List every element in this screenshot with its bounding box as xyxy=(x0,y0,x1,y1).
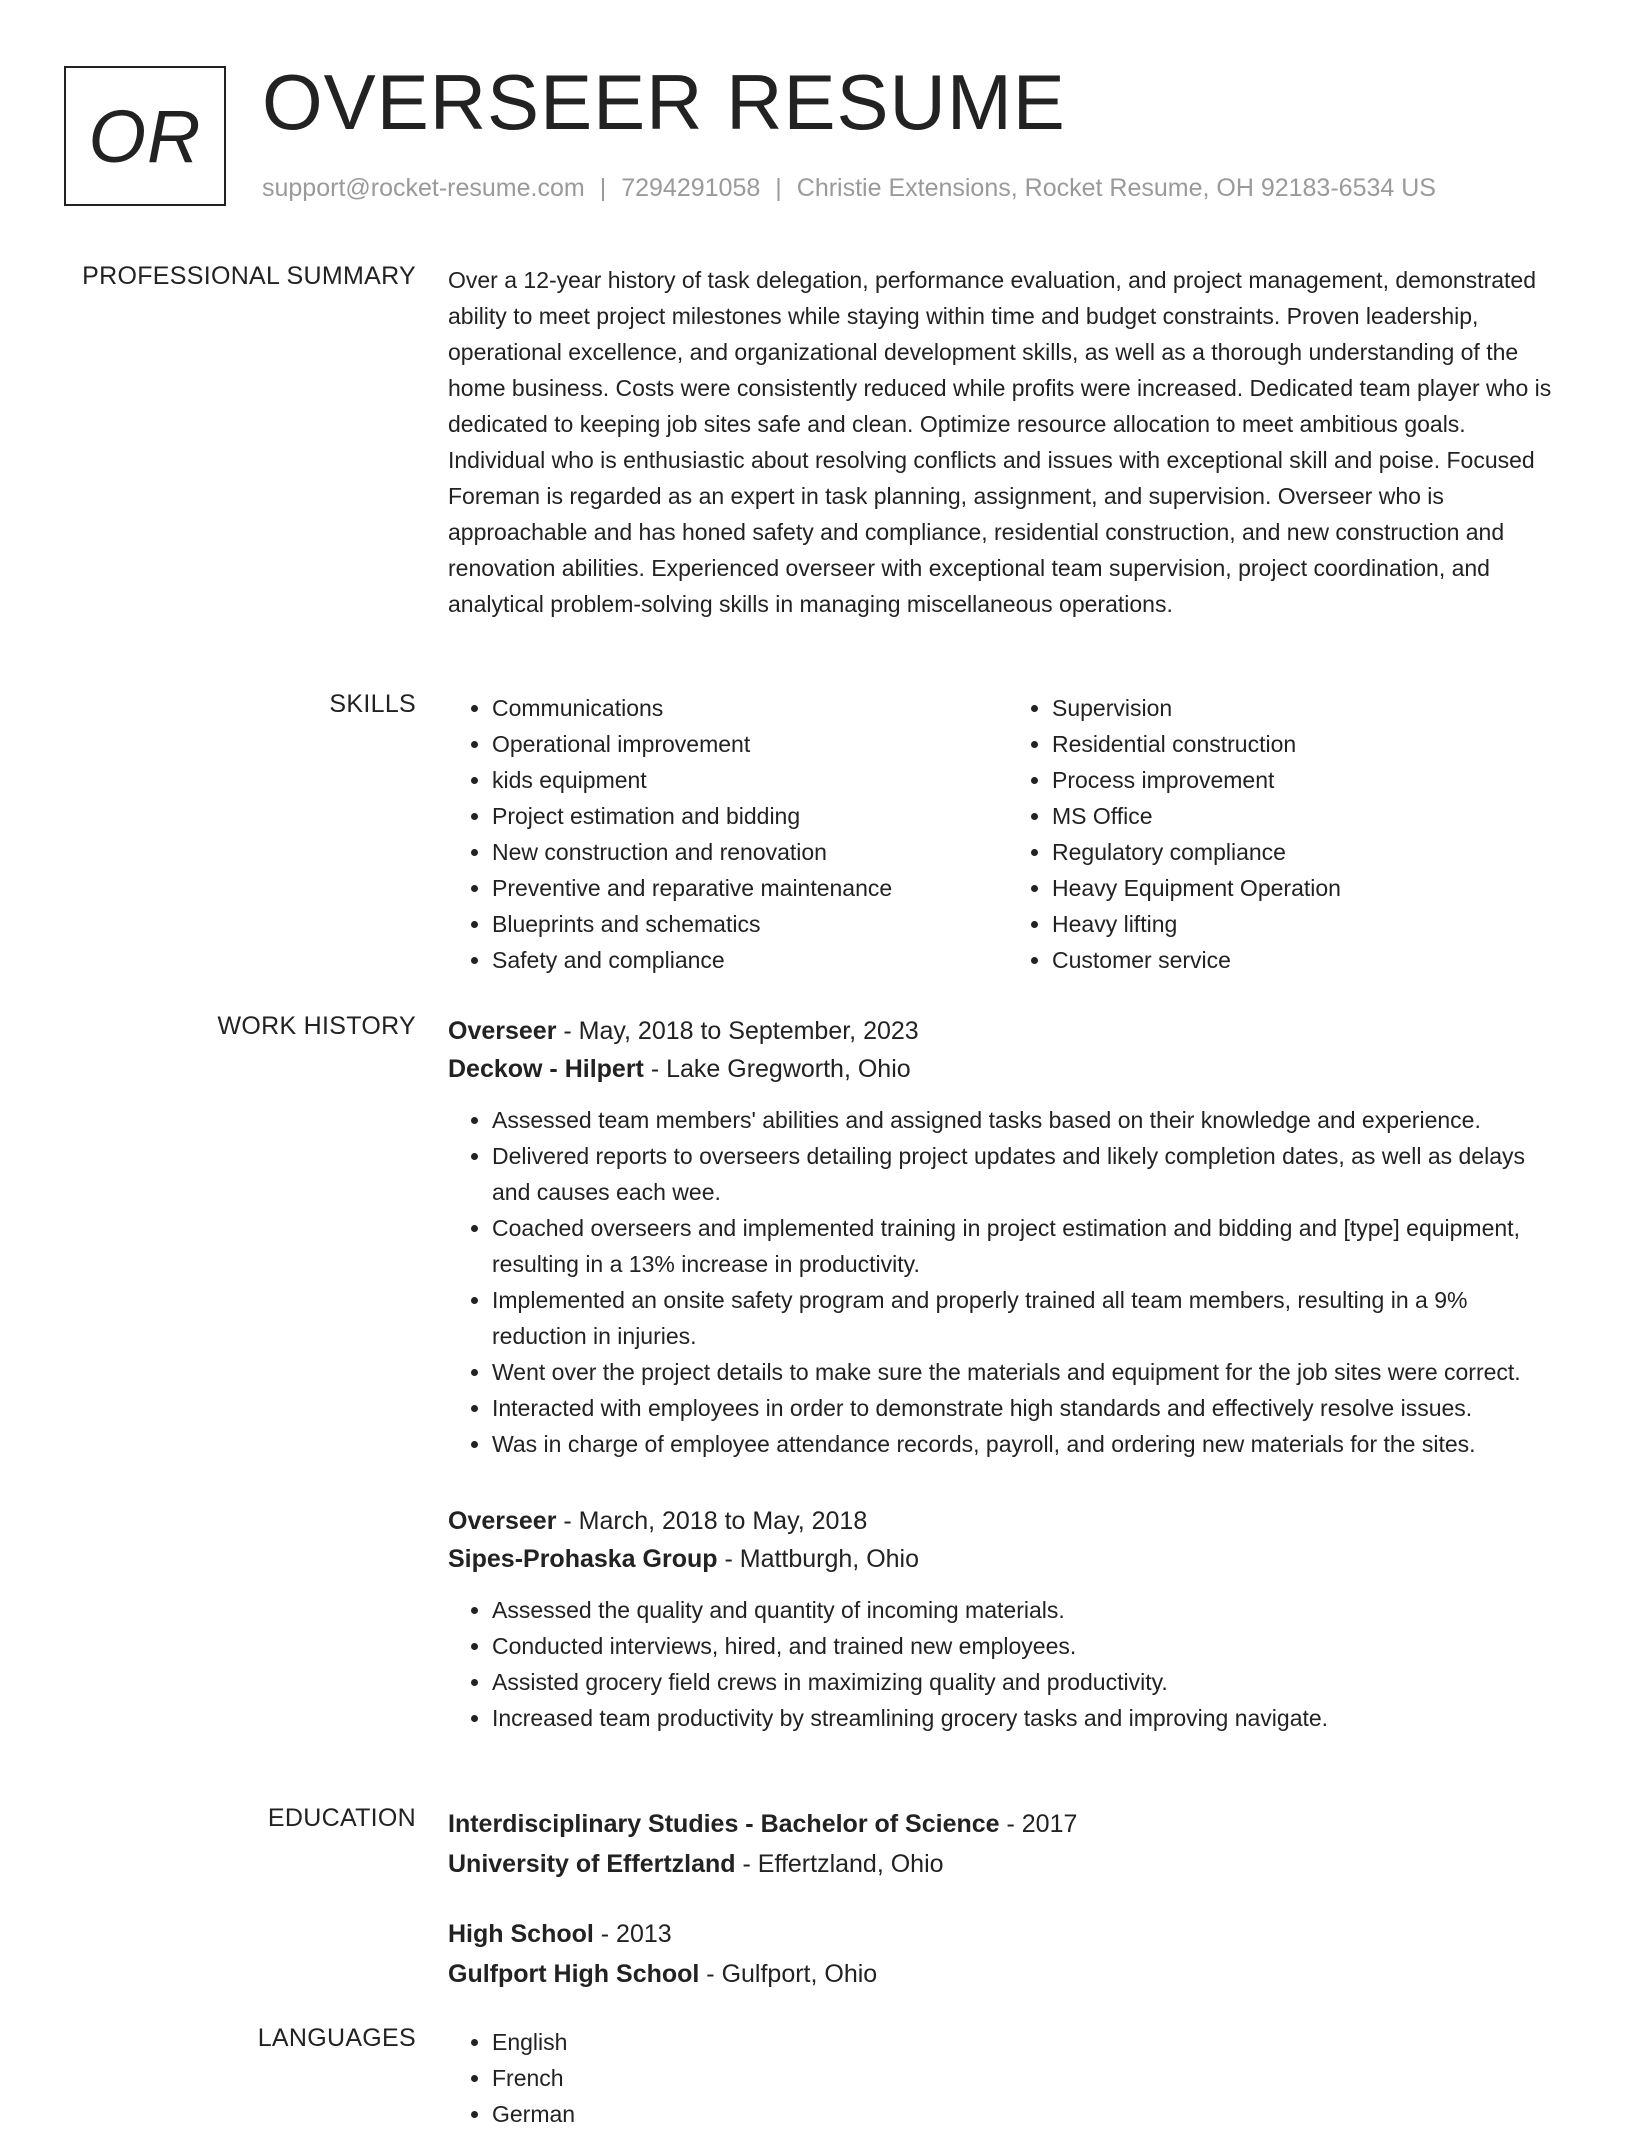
skills-list-left xyxy=(448,690,1008,978)
skill-item: • Residential construction xyxy=(1052,726,1568,762)
skill-item: • Project estimation and bidding xyxy=(492,798,1008,834)
education-school: Gulfport High School xyxy=(448,1960,700,1988)
job-bullet: • Interacted with employees in order to demonstrate high standards and effectively resolve issues. xyxy=(492,1390,1568,1426)
education-year: - 2017 xyxy=(999,1810,1078,1838)
skill-item: • Heavy Equipment Operation xyxy=(1052,870,1568,906)
education-school: University of Effertzland xyxy=(448,1850,736,1878)
job-company: Sipes-Prohaska Group xyxy=(448,1545,718,1573)
job-bullet: • Was in charge of employee attendance records, payroll, and ordering new materials for the sites. xyxy=(492,1426,1568,1462)
skills-label: SKILLS xyxy=(329,690,416,718)
contact-separator: | xyxy=(599,174,607,202)
job-company: Deckow - Hilpert xyxy=(448,1055,644,1083)
job-bullet: • Assessed the quality and quantity of incoming materials. xyxy=(492,1592,1568,1628)
job-bullet: • Assessed team members' abilities and assigned tasks based on their knowledge and experience. xyxy=(492,1102,1568,1138)
job-bullets xyxy=(448,1102,1568,1462)
job-title: Overseer xyxy=(448,1017,557,1045)
education-label: EDUCATION xyxy=(267,1804,416,1832)
skills-body xyxy=(448,690,1568,978)
skill-item: • Process improvement xyxy=(1052,762,1568,798)
skill-item: • Supervision xyxy=(1052,690,1568,726)
job-bullet: • Went over the project details to make sure the materials and equipment for the job sites were correct. xyxy=(492,1354,1568,1390)
job-location: - Mattburgh, Ohio xyxy=(717,1545,920,1573)
education-degree: High School xyxy=(448,1920,594,1948)
languages-body xyxy=(448,2024,1568,2132)
education-degree: Interdisciplinary Studies - Bachelor of Science xyxy=(448,1810,1000,1838)
work-label: WORK HISTORY xyxy=(217,1012,416,1040)
contact-email: support@rocket-resume.com xyxy=(262,174,585,202)
job-dates: - May, 2018 to September, 2023 xyxy=(556,1017,919,1045)
job-entry xyxy=(448,1502,1568,1736)
job-bullet: • Conducted interviews, hired, and trained new employees. xyxy=(492,1628,1568,1664)
skill-item: • Communications xyxy=(492,690,1008,726)
education-year: - 2013 xyxy=(593,1920,672,1948)
languages-list xyxy=(448,2024,1568,2132)
job-bullet: • Increased team productivity by streamlining grocery tasks and improving navigate. xyxy=(492,1700,1568,1736)
monogram-initials: OR xyxy=(88,94,202,178)
job-bullet: • Assisted grocery field crews in maximizing quality and productivity. xyxy=(492,1664,1568,1700)
job-bullet: • Implemented an onsite safety program and properly trained all team members, resulting in a 9% reduction in injuries. xyxy=(492,1282,1568,1354)
job-dates: - March, 2018 to May, 2018 xyxy=(556,1507,868,1535)
work-body xyxy=(448,1012,1568,1776)
skill-item: • Preventive and reparative maintenance xyxy=(492,870,1008,906)
job-title-line xyxy=(448,1012,1568,1050)
contact-separator: | xyxy=(775,174,782,202)
contact-phone: 7294291058 xyxy=(621,174,761,202)
job-location: - Lake Gregworth, Ohio xyxy=(643,1055,911,1083)
education-location: - Effertzland, Ohio xyxy=(735,1850,944,1878)
skill-item: • Safety and compliance xyxy=(492,942,1008,978)
job-company-line xyxy=(448,1540,1568,1578)
summary-label: PROFESSIONAL SUMMARY xyxy=(82,262,416,290)
job-bullet: • Coached overseers and implemented training in project estimation and bidding and [type] equipment, resulting in a 13% increase in productivity. xyxy=(492,1210,1568,1282)
skill-item: • Regulatory compliance xyxy=(1052,834,1568,870)
language-item: • English xyxy=(492,2024,1568,2060)
job-entry xyxy=(448,1012,1568,1462)
summary-body xyxy=(448,262,1568,622)
skill-item: • Heavy lifting xyxy=(1052,906,1568,942)
resume-name: OVERSEER RESUME xyxy=(262,58,1066,146)
contact-line xyxy=(262,174,1436,203)
skill-item: • kids equipment xyxy=(492,762,1008,798)
education-entry xyxy=(448,1804,1568,1884)
job-title: Overseer xyxy=(448,1507,557,1535)
job-title-line xyxy=(448,1502,1568,1540)
job-bullet: • Delivered reports to overseers detailing project updates and likely completion dates, as well as delays and causes each wee. xyxy=(492,1138,1568,1210)
job-bullets xyxy=(448,1592,1568,1736)
education-body xyxy=(448,1804,1568,2024)
education-entry xyxy=(448,1914,1568,1994)
skill-item: • Operational improvement xyxy=(492,726,1008,762)
skills-list-right xyxy=(1008,690,1568,978)
contact-address: Christie Extensions, Rocket Resume, OH 92183-6534 US xyxy=(796,174,1436,202)
language-item: • German xyxy=(492,2096,1568,2132)
languages-label: LANGUAGES xyxy=(257,2024,416,2052)
monogram-box xyxy=(64,66,226,206)
education-location: - Gulfport, Ohio xyxy=(699,1960,878,1988)
summary-text: Over a 12-year history of task delegation, performance evaluation, and project management, demonstrated ability to meet project milestones while staying within time and budget constraints. Proven leadership, operational excellence, and organizational development skills, as well as a thorough understanding of the home business. Costs were consistently reduced while profits were increased. Dedicated team player who is dedicated to keeping job sites safe and clean. Optimize resource allocation to meet ambitious goals. Individual who is enthusiastic about resolving conflicts and issues with exceptional skill and poise. Focused Foreman is regarded as an expert in task planning, assignment, and supervision. Overseer who is approachable and has honed safety and compliance, residential construction, and new construction and renovation abilities. Experienced overseer with exceptional team supervision, project coordination, and analytical problem-solving skills in managing miscellaneous operations. xyxy=(448,267,1552,617)
skill-item: • Customer service xyxy=(1052,942,1568,978)
job-company-line xyxy=(448,1050,1568,1088)
skill-item: • Blueprints and schematics xyxy=(492,906,1008,942)
language-item: • French xyxy=(492,2060,1568,2096)
skill-item: • MS Office xyxy=(1052,798,1568,834)
skill-item: • New construction and renovation xyxy=(492,834,1008,870)
